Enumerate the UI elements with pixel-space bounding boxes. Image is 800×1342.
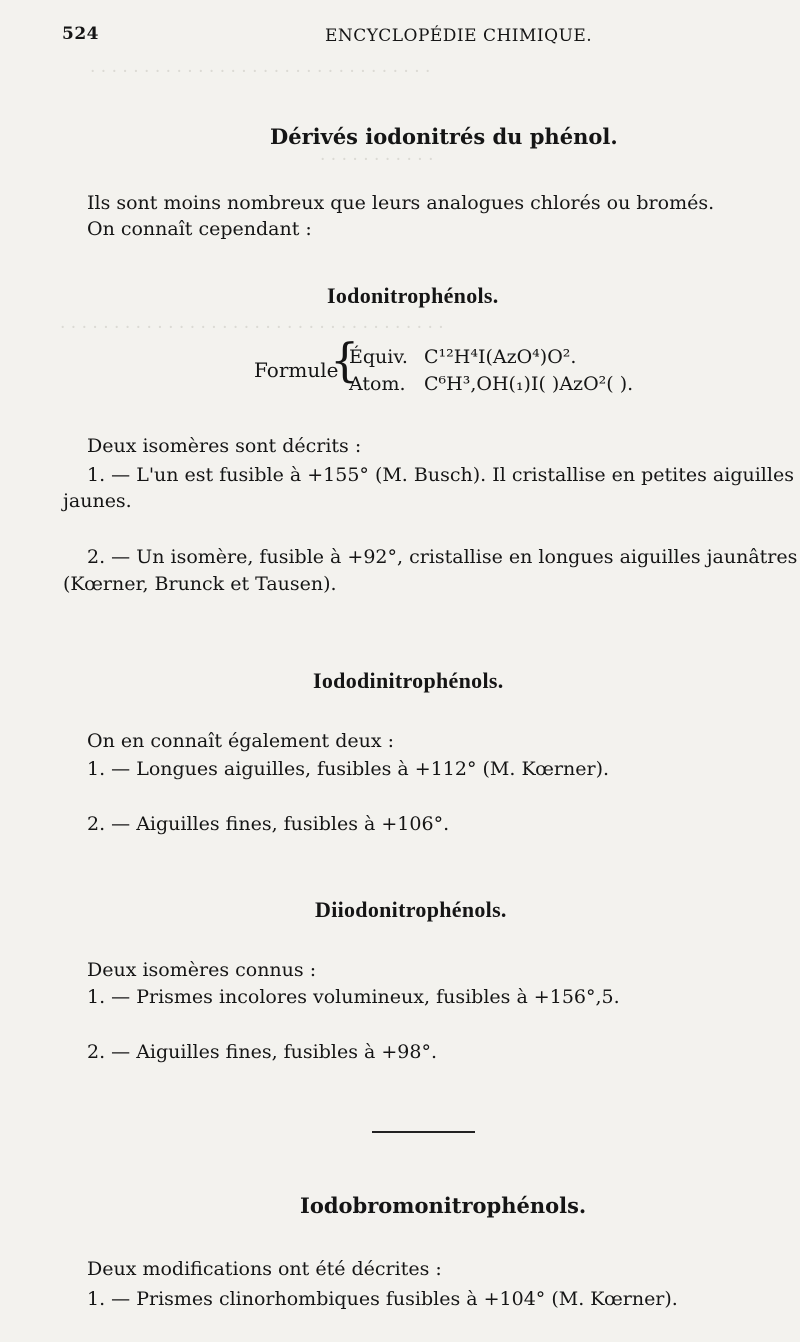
list-item: 2. — Aiguilles fines, fusibles à +106°. [87,813,450,835]
section-divider [372,1131,475,1133]
list-item: 1. — L'un est fusible à +155° (M. Busch). Il cristallise en petites aiguilles [87,464,794,486]
subsection-title-iodonitrophenols: Iodonitrophénols. [327,283,499,308]
brace-icon: { [330,333,360,387]
page-number: 524 [62,24,99,44]
lead-text: Deux isomères connus : [87,959,317,981]
atom-formula: C⁶H³,OH(₁)I( )AzO²( ). [424,373,634,395]
list-item: 1. — Longues aiguilles, fusibles à +112° (M. Kœrner). [87,758,610,780]
list-item-continuation: jaunes. [63,490,132,512]
lead-text: Deux isomères sont décrits : [87,435,362,457]
subsection-title-iododinitrophenols: Iododinitrophénols. [313,668,504,693]
bleed-through-text: · · · · · · · · · · · · · · · · · · · · · · · · · · · · · · · · · · · · [60,318,444,338]
lead-text: On en connaît également deux : [87,730,395,752]
equiv-label: Équiv. [349,346,408,368]
intro-line: Ils sont moins nombreux que leurs analogues chlorés ou bromés. [87,192,715,214]
section-title: Dérivés iodonitrés du phénol. [270,124,618,149]
bleed-through-text: · · · · · · · · · · · [320,150,434,170]
equiv-formula: C¹²H⁴I(AzO⁴)O². [424,346,577,368]
lead-text: Deux modifications ont été décrites : [87,1258,442,1280]
running-title: ENCYCLOPÉDIE CHIMIQUE. [325,26,593,46]
list-item: 2. — Aiguilles fines, fusibles à +98°. [87,1041,438,1063]
bleed-through-text: · · · · · · · · · · · · · · · · · · · · · · · · · · · · · · · · [90,62,431,82]
list-item-continuation: (Kœrner, Brunck et Tausen). [63,573,337,595]
list-item: 1. — Prismes clinorhombiques fusibles à +104° (M. Kœrner). [87,1288,678,1310]
subsection-title-iodobromonitrophenols: Iodobromonitrophénols. [300,1193,587,1218]
list-item: 2. — Un isomère, fusible à +92°, cristallise en longues aiguilles jaunâtres [87,546,798,568]
intro-line: On connaît cependant : [87,218,312,240]
formula-label: Formule [254,358,339,382]
list-item: 1. — Prismes incolores volumineux, fusibles à +156°,5. [87,986,620,1008]
subsection-title-diiodonitrophenols: Diiodonitrophénols. [315,897,507,922]
atom-label: Atom. [349,373,406,395]
